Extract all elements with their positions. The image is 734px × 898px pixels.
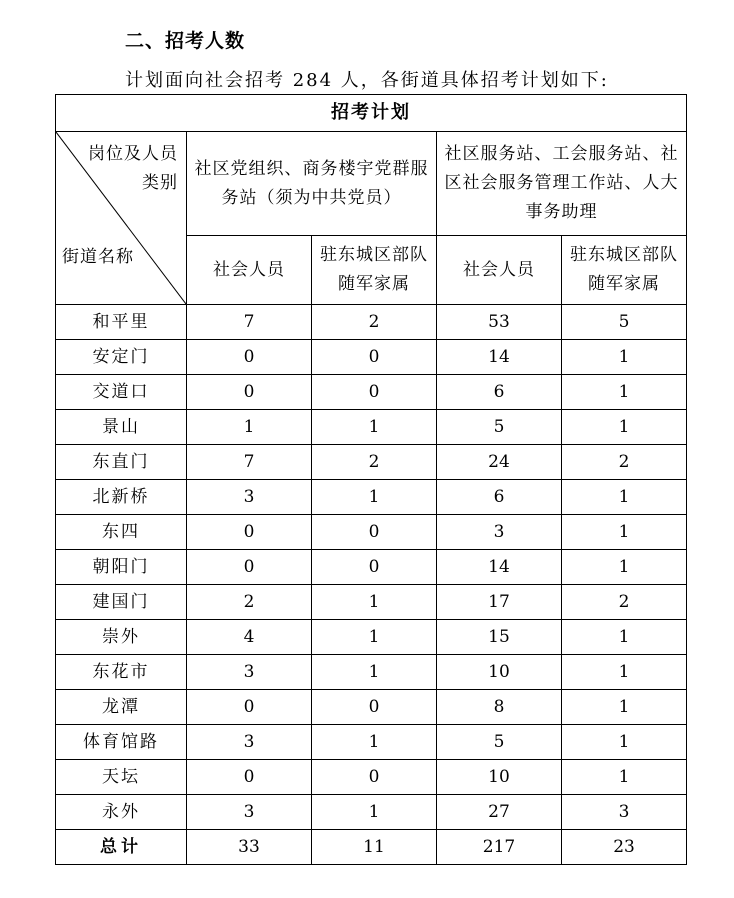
table-row bbox=[56, 375, 687, 410]
count-cell: 2 bbox=[562, 445, 687, 480]
street-name-cell: 天坛 bbox=[56, 760, 187, 795]
count-cell: 1 bbox=[562, 620, 687, 655]
street-name-cell: 朝阳门 bbox=[56, 550, 187, 585]
count-cell: 7 bbox=[187, 445, 312, 480]
count-cell: 1 bbox=[312, 585, 437, 620]
table-row bbox=[56, 445, 687, 480]
count-cell: 6 bbox=[437, 375, 562, 410]
count-cell: 1 bbox=[312, 480, 437, 515]
count-cell: 0 bbox=[187, 690, 312, 725]
count-cell: 1 bbox=[312, 655, 437, 690]
corner-bottom-label: 街道名称 bbox=[62, 247, 134, 267]
count-cell: 2 bbox=[562, 585, 687, 620]
count-cell: 0 bbox=[312, 550, 437, 585]
intro-text: 计划面向社会招考 284 人，各街道具体招考计划如下: bbox=[125, 70, 609, 91]
street-name-cell: 永外 bbox=[56, 795, 187, 830]
count-cell: 24 bbox=[437, 445, 562, 480]
count-cell: 53 bbox=[437, 305, 562, 340]
count-cell: 17 bbox=[437, 585, 562, 620]
corner-top-line1: 岗位及人员 bbox=[88, 144, 178, 164]
count-cell: 1 bbox=[312, 725, 437, 760]
count-cell: 1 bbox=[562, 760, 687, 795]
count-cell: 5 bbox=[562, 305, 687, 340]
table-row bbox=[56, 690, 687, 725]
street-name-cell: 北新桥 bbox=[56, 480, 187, 515]
total-count-cell: 11 bbox=[312, 830, 437, 865]
table-caption: 招考计划 bbox=[56, 95, 687, 132]
total-count-cell: 33 bbox=[187, 830, 312, 865]
count-cell: 1 bbox=[562, 340, 687, 375]
count-cell: 1 bbox=[562, 690, 687, 725]
count-cell: 0 bbox=[312, 760, 437, 795]
count-cell: 2 bbox=[187, 585, 312, 620]
count-cell: 5 bbox=[437, 410, 562, 445]
count-cell: 14 bbox=[437, 340, 562, 375]
table-row bbox=[56, 585, 687, 620]
count-cell: 10 bbox=[437, 760, 562, 795]
count-cell: 1 bbox=[187, 410, 312, 445]
count-cell: 7 bbox=[187, 305, 312, 340]
street-name-cell: 龙潭 bbox=[56, 690, 187, 725]
count-cell: 0 bbox=[187, 550, 312, 585]
table-row bbox=[56, 760, 687, 795]
count-cell: 1 bbox=[562, 655, 687, 690]
count-cell: 1 bbox=[562, 410, 687, 445]
corner-top-line2: 类别 bbox=[142, 172, 178, 193]
count-cell: 1 bbox=[562, 375, 687, 410]
street-name-cell: 东四 bbox=[56, 515, 187, 550]
count-cell: 14 bbox=[437, 550, 562, 585]
count-cell: 3 bbox=[187, 655, 312, 690]
street-name-cell: 和平里 bbox=[56, 305, 187, 340]
count-cell: 1 bbox=[562, 480, 687, 515]
count-cell: 0 bbox=[187, 760, 312, 795]
count-cell: 1 bbox=[562, 550, 687, 585]
total-count-cell: 23 bbox=[562, 830, 687, 865]
count-cell: 6 bbox=[437, 480, 562, 515]
table-row bbox=[56, 480, 687, 515]
count-cell: 1 bbox=[312, 620, 437, 655]
table-row bbox=[56, 340, 687, 375]
count-cell: 1 bbox=[562, 515, 687, 550]
count-cell: 2 bbox=[312, 305, 437, 340]
subheader-military-1: 驻东城区部队随军家属 bbox=[312, 236, 437, 305]
count-cell: 0 bbox=[312, 340, 437, 375]
count-cell: 1 bbox=[312, 795, 437, 830]
group-header-party: 社区党组织、商务楼宇党群服务站（须为中共党员） bbox=[187, 132, 437, 236]
recruitment-table bbox=[55, 94, 687, 865]
count-cell: 0 bbox=[187, 375, 312, 410]
street-name-cell: 东花市 bbox=[56, 655, 187, 690]
group-header-service: 社区服务站、工会服务站、社区社会服务管理工作站、人大事务助理 bbox=[437, 132, 687, 236]
count-cell: 0 bbox=[312, 375, 437, 410]
count-cell: 27 bbox=[437, 795, 562, 830]
count-cell: 0 bbox=[187, 340, 312, 375]
section-heading: 二、招考人数 bbox=[125, 30, 246, 52]
count-cell: 3 bbox=[187, 480, 312, 515]
count-cell: 3 bbox=[562, 795, 687, 830]
total-count-cell: 217 bbox=[437, 830, 562, 865]
count-cell: 5 bbox=[437, 725, 562, 760]
street-name-cell: 建国门 bbox=[56, 585, 187, 620]
street-name-cell: 体育馆路 bbox=[56, 725, 187, 760]
table-row bbox=[56, 550, 687, 585]
table-row bbox=[56, 725, 687, 760]
count-cell: 2 bbox=[312, 445, 437, 480]
table-row bbox=[56, 410, 687, 445]
table-row bbox=[56, 305, 687, 340]
count-cell: 1 bbox=[312, 410, 437, 445]
corner-top-label bbox=[88, 140, 178, 198]
count-cell: 1 bbox=[562, 725, 687, 760]
table-row bbox=[56, 795, 687, 830]
total-row bbox=[56, 830, 687, 865]
street-name-cell: 交道口 bbox=[56, 375, 187, 410]
count-cell: 3 bbox=[437, 515, 562, 550]
subheader-social-1: 社会人员 bbox=[187, 236, 312, 305]
table-row bbox=[56, 620, 687, 655]
total-label-cell: 总计 bbox=[56, 830, 187, 865]
count-cell: 0 bbox=[312, 515, 437, 550]
count-cell: 8 bbox=[437, 690, 562, 725]
street-name-cell: 东直门 bbox=[56, 445, 187, 480]
street-name-cell: 景山 bbox=[56, 410, 187, 445]
subheader-military-2: 驻东城区部队随军家属 bbox=[562, 236, 687, 305]
subheader-social-2: 社会人员 bbox=[437, 236, 562, 305]
table-row bbox=[56, 515, 687, 550]
count-cell: 4 bbox=[187, 620, 312, 655]
count-cell: 0 bbox=[187, 515, 312, 550]
count-cell: 10 bbox=[437, 655, 562, 690]
corner-header-cell bbox=[56, 132, 187, 305]
count-cell: 3 bbox=[187, 725, 312, 760]
count-cell: 3 bbox=[187, 795, 312, 830]
street-name-cell: 崇外 bbox=[56, 620, 187, 655]
street-name-cell: 安定门 bbox=[56, 340, 187, 375]
count-cell: 0 bbox=[312, 690, 437, 725]
count-cell: 15 bbox=[437, 620, 562, 655]
table-row bbox=[56, 655, 687, 690]
